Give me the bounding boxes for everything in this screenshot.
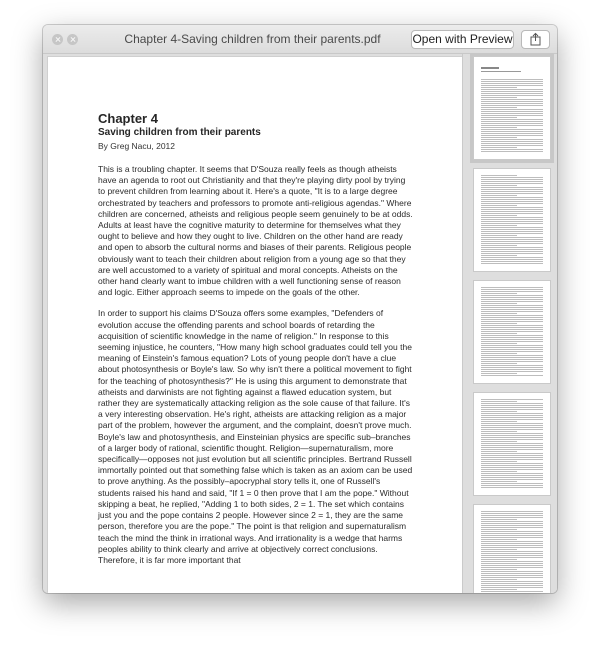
window-title: Chapter 4-Saving children from their parents.pdf (124, 32, 381, 46)
thumbnail-text-line (481, 263, 543, 264)
byline: By Greg Nacu, 2012 (98, 141, 176, 151)
share-icon (522, 31, 549, 48)
thumbnail-text-line (481, 203, 543, 204)
thumbnail-text-line (481, 445, 543, 446)
thumbnail-text-line (481, 117, 517, 118)
thumbnail-text-line (481, 187, 543, 188)
thumbnail-text-line (481, 355, 543, 356)
thumbnail-text-line (481, 315, 543, 316)
thumbnail-text-line (481, 219, 543, 220)
thumbnail-text-line (481, 193, 543, 194)
thumbnail-text-line (481, 147, 517, 148)
thumbnail-text-line (481, 457, 543, 458)
thumbnail-text-line (481, 141, 543, 142)
share-button[interactable] (521, 30, 550, 49)
thumbnail-text-line (481, 455, 543, 456)
thumbnail-text-line (481, 365, 543, 366)
thumbnail-text-line (481, 437, 543, 438)
thumbnail-text-line (481, 217, 543, 218)
thumbnail-text-line (481, 297, 543, 298)
thumbnail-text-line (481, 413, 543, 414)
pdf-page[interactable] (47, 56, 463, 593)
thumbnail-text-line (481, 179, 543, 180)
thumbnail-text-line (481, 541, 543, 542)
thumbnail-text-line (481, 425, 543, 426)
thumbnail-text-line (481, 477, 543, 478)
thumbnail-text-line (481, 557, 543, 558)
thumbnail-text-line (481, 231, 543, 232)
thumbnail-text-line (481, 475, 543, 476)
thumbnail-sidebar[interactable] (462, 54, 557, 593)
thumbnail-text-line (481, 237, 543, 238)
thumbnail-text-line (481, 227, 543, 228)
thumbnail-text-line (481, 91, 543, 92)
paragraph: In order to support his claims D'Souza offers some examples, "Defenders of evolution accuse the offending parents and school boards of retarding the acquisition of scientific knowledge in the name of religion." In response to this seeming injustice, he counters, "How many high school graduates could tell you the meaning of Einstein's famous equation? Lots of young people don't have a clue about photosynthesis or Boyle's law. So why isn't there a political movement to fight for the teaching of photosynthesis?" He is using this argument to demonstrate that atheists and darwinists are not fighting against a flawed education system, but rather they are systematically attacking religion as the sole cause of that failure. It's a very interesting observation. He's right, atheists are attacking religion as a major part of the problem, however the argument, and the complaint, doesn't prove much. Boyle's law and photosynthesis, and Einsteinian physics are specific sub–branches of a larger body of rational, scientific thought. Religion—supernaturalism, more specifically—opposes not just evolution but all scientific principles. Bertrand Russell immortally pointed out that something false which is taken as an axiom can be used to prove anything. As the possibly–apocryphal story tells it, one of Russell's students raised his hand and said, "If 1 = 0 then prove that I am the pope." Without skipping a beat, he replied, "Adding 1 to both sides, 2 = 1. The set which contains just you and the pope contains 2 people. However since 2 = 1, they are the same person, therefore you are the pope." The point is that religion and supernaturalism teach the mind the think in irrational ways. And irrationality is a wedge that harms peoples ability to think clearly and arrive at objectively correct conclusions. Therefore, it is far more important that (98, 308, 413, 565)
thumbnail-text-line (481, 399, 543, 400)
thumbnail-text-line (481, 81, 543, 82)
thumbnail-text-line (481, 235, 517, 236)
thumbnail-text-line (481, 139, 543, 140)
thumbnail-text-line (481, 441, 517, 442)
thumbnail-text-line (481, 111, 543, 112)
thumbnail-text-line (481, 467, 543, 468)
thumbnail-text-line (481, 319, 543, 320)
thumbnail-text-line (481, 289, 543, 290)
thumbnail-text-line (481, 543, 543, 544)
thumbnail-text-line (481, 329, 543, 330)
thumbnail-text-line (481, 115, 543, 116)
thumbnail-text-line (481, 307, 543, 308)
thumbnail-text-line (481, 221, 543, 222)
thumbnail-text-line (481, 403, 543, 404)
thumbnail-text-line (481, 351, 543, 352)
thumbnail-text-line (481, 421, 517, 422)
thumbnail-text-line (481, 291, 543, 292)
thumbnail-text-line (481, 251, 543, 252)
thumbnail-text-line (481, 473, 543, 474)
thumbnail-text-line (481, 135, 543, 136)
thumbnail-text-line (481, 99, 543, 100)
thumbnail-text-line (481, 333, 517, 334)
thumbnail-text-line (481, 533, 543, 534)
thumbnail-text-line (481, 301, 543, 302)
thumbnail-text-line (481, 183, 543, 184)
paragraph: This is a troubling chapter. It seems that D'Souza really feels as though atheists have an agenda to root out Christianity and that they're playing dirty pool by trying to prevent children from learning about it. Here's a quote, "It is to a large degree orchestrated by teachers and professors to promote anti-religious agendas." Where children are concerned, atheists and religious people seem genuinely to be at odds. Adults at least have the cognitive maturity to determine for themselves what they ought to believe and how they ought to live. Children on the other hand are ready and open to absorb the cultural norms and biases of their parents. Religious people obviously want to teach their children about religion from a young age so that they are well accustomed to a variety of spiritual and moral concepts. Atheists on the other hand clearly want to imbue children with a well functioning sense of reason and logic. Either approach seems to impede on the goals of the other. (98, 164, 413, 298)
thumbnail-text-line (481, 375, 543, 376)
thumbnail-text-line (481, 401, 517, 402)
thumbnail-text-line (481, 483, 543, 484)
thumbnail-text-line (481, 373, 517, 374)
thumbnail-text-line (481, 331, 543, 332)
thumbnail-text-line (481, 577, 543, 578)
thumbnail-text-line (481, 471, 517, 472)
thumbnail-text-line (481, 481, 517, 482)
thumbnail-text-line (481, 83, 543, 84)
thumbnail-text-line (481, 371, 543, 372)
thumbnail-text-line (481, 579, 517, 580)
thumbnail-text-line (481, 581, 543, 582)
thumbnail-text-line (481, 149, 543, 150)
thumbnail-text-line (481, 89, 543, 90)
thumbnail-text-line (481, 511, 543, 512)
thumbnail-text-line (481, 529, 517, 530)
page-thumbnail-3[interactable] (473, 280, 551, 384)
thumbnail-text-line (481, 449, 543, 450)
thumbnail-text-line (481, 205, 517, 206)
thumbnail-text-line (481, 185, 517, 186)
thumbnail-text-line (481, 559, 517, 560)
thumbnail-text-line (481, 527, 543, 528)
thumbnail-text-line (481, 411, 517, 412)
thumbnail-text-line (481, 433, 543, 434)
thumbnail-text-line (481, 409, 543, 410)
thumbnail-text-line (481, 103, 543, 104)
thumbnail-text-line (481, 459, 543, 460)
thumbnail-text-line (481, 119, 543, 120)
thumbnail-text-line (481, 517, 543, 518)
thumbnail-text-line (481, 407, 543, 408)
thumbnail-text-line (481, 369, 543, 370)
thumbnail-text-line (481, 531, 543, 532)
thumbnail-text-line (481, 583, 543, 584)
thumbnail-text-line (481, 341, 543, 342)
thumbnail-text-line (481, 133, 543, 134)
open-with-preview-button[interactable]: Open with Preview (411, 30, 514, 49)
thumbnail-text-line (481, 361, 543, 362)
thumbnail-text-line (481, 357, 543, 358)
thumbnail-text-line (481, 225, 517, 226)
thumbnail-text-line (481, 299, 543, 300)
thumbnail-text-line (481, 321, 543, 322)
thumbnail-text-line (481, 249, 543, 250)
page-thumbnail-1[interactable] (473, 56, 551, 160)
thumbnail-text-line (481, 339, 543, 340)
thumbnail-text-line (481, 463, 543, 464)
thumbnail-text-line (481, 213, 543, 214)
thumbnail-text-line (481, 181, 543, 182)
thumbnail-text-line (481, 453, 543, 454)
thumbnail-text-line (481, 105, 543, 106)
thumbnail-text-line (481, 305, 543, 306)
thumbnail-text-line (481, 443, 543, 444)
thumbnail-text-line (481, 451, 517, 452)
thumbnail-text-line (481, 479, 543, 480)
thumbnail-text-line (481, 461, 517, 462)
thumbnail-text-line (481, 547, 543, 548)
thumbnail-text-line (481, 345, 543, 346)
thumbnail-text-line (481, 121, 543, 122)
thumbnail-text-line (481, 151, 543, 152)
thumbnail-text-line (481, 211, 543, 212)
thumbnail-text-line (481, 113, 543, 114)
thumbnail-text-line (481, 327, 543, 328)
thumbnail-text-line (481, 535, 543, 536)
thumbnail-text-line (481, 87, 517, 88)
chapter-heading: Chapter 4 (98, 111, 158, 126)
thumbnail-text-line (481, 539, 517, 540)
thumbnail-text-line (481, 367, 543, 368)
thumbnail-text-line (481, 423, 543, 424)
thumbnail-text-line (481, 549, 517, 550)
thumbnail-text-line (481, 313, 517, 314)
thumbnail-text-line (481, 95, 543, 96)
thumbnail-text-line (481, 197, 543, 198)
chapter-subtitle: Saving children from their parents (98, 127, 261, 138)
thumbnail-text-line (481, 257, 543, 258)
thumbnail-text-line (481, 337, 543, 338)
thumbnail-text-line (481, 335, 543, 336)
thumbnail-text-line (481, 553, 543, 554)
title-bar (43, 25, 557, 54)
document-area (43, 54, 557, 593)
thumbnail-text-line (481, 435, 543, 436)
thumbnail-text-line (481, 469, 543, 470)
thumbnail-text-line (481, 325, 543, 326)
thumbnail-text-line (481, 347, 543, 348)
thumbnail-text-line (481, 311, 543, 312)
thumbnail-text-line (481, 85, 543, 86)
thumbnail-text-line (481, 587, 543, 588)
thumbnail-text-line (481, 537, 543, 538)
thumbnail-text-line (481, 515, 543, 516)
thumbnail-text-line (481, 207, 543, 208)
thumbnail-text-line (481, 521, 543, 522)
thumbnail-text-line (481, 563, 543, 564)
thumbnail-text-line (481, 209, 543, 210)
thumbnail-text-line (481, 201, 543, 202)
thumbnail-text-line (481, 175, 517, 176)
thumbnail-text-line (481, 323, 517, 324)
thumbnail-text-line (481, 431, 517, 432)
thumbnail-text-line (481, 585, 543, 586)
thumbnail-text-line (481, 143, 543, 144)
thumbnail-text-line (481, 259, 543, 260)
thumbnail-text-line (481, 343, 517, 344)
thumbnail-text-line (481, 295, 543, 296)
thumbnail-text-line (481, 589, 517, 590)
thumbnail-text-line (481, 519, 517, 520)
thumbnail-text-line (481, 79, 543, 80)
thumbnail-text-line (481, 101, 543, 102)
thumbnail-subtitle-line (481, 71, 521, 72)
thumbnail-text-line (481, 243, 543, 244)
thumbnail-text-line (481, 229, 543, 230)
thumbnail-text-line (481, 239, 543, 240)
page-thumbnail-2[interactable] (473, 168, 551, 272)
thumbnail-text-line (481, 293, 517, 294)
page-thumbnail-5[interactable] (473, 504, 551, 593)
thumbnail-text-line (481, 245, 517, 246)
thumbnail-text-line (481, 349, 543, 350)
thumbnail-text-line (481, 429, 543, 430)
thumbnail-text-line (481, 555, 543, 556)
thumbnail-text-line (481, 487, 543, 488)
thumbnail-text-line (481, 189, 543, 190)
thumbnail-text-line (481, 93, 543, 94)
thumbnail-text-line (481, 419, 543, 420)
thumbnail-text-line (481, 571, 543, 572)
thumbnail-text-line (481, 123, 543, 124)
thumbnail-text-line (481, 199, 543, 200)
thumbnail-text-line (481, 415, 543, 416)
thumbnail-text-line (481, 191, 543, 192)
thumbnail-text-line (481, 417, 543, 418)
quicklook-window (43, 25, 557, 593)
thumbnail-text-line (481, 353, 517, 354)
thumbnail-text-line (481, 223, 543, 224)
thumbnail-text-line (481, 513, 543, 514)
thumbnail-text-line (481, 97, 517, 98)
thumbnail-text-line (481, 177, 543, 178)
thumbnail-text-line (481, 195, 517, 196)
thumbnail-text-line (481, 309, 543, 310)
thumbnail-text-line (481, 447, 543, 448)
thumbnail-text-line (481, 575, 543, 576)
thumbnail-text-line (481, 261, 543, 262)
thumbnail-text-line (481, 569, 517, 570)
thumbnail-text-line (481, 233, 543, 234)
thumbnail-text-line (481, 523, 543, 524)
thumbnail-heading-line (481, 67, 499, 69)
thumbnail-text-line (481, 573, 543, 574)
thumbnail-text-line (481, 405, 543, 406)
page-thumbnail-4[interactable] (473, 392, 551, 496)
thumbnail-text-line (481, 125, 543, 126)
thumbnail-text-line (481, 465, 543, 466)
thumbnail-text-line (481, 591, 543, 592)
thumbnail-text-line (481, 427, 543, 428)
thumbnail-text-line (481, 109, 543, 110)
thumbnail-text-line (481, 241, 543, 242)
thumbnail-text-line (481, 551, 543, 552)
thumbnail-text-line (481, 137, 517, 138)
page-text (98, 111, 414, 576)
thumbnail-text-line (481, 131, 543, 132)
thumbnail-text-line (481, 247, 543, 248)
thumbnail-text-line (481, 567, 543, 568)
thumbnail-text-line (481, 485, 543, 486)
thumbnail-text-line (481, 129, 543, 130)
thumbnail-text-line (481, 303, 517, 304)
thumbnail-text-line (481, 317, 543, 318)
thumbnail-text-line (481, 363, 517, 364)
thumbnail-text-line (481, 107, 517, 108)
thumbnail-text-line (481, 439, 543, 440)
thumbnail-text-line (481, 565, 543, 566)
thumbnail-text-line (481, 561, 543, 562)
thumbnail-text-line (481, 253, 543, 254)
thumbnail-text-line (481, 255, 517, 256)
thumbnail-text-line (481, 525, 543, 526)
thumbnail-text-line (481, 287, 543, 288)
thumbnail-text-line (481, 545, 543, 546)
thumbnail-text-line (481, 127, 517, 128)
thumbnail-text-line (481, 215, 517, 216)
thumbnail-text-line (481, 359, 543, 360)
thumbnail-text-line (481, 145, 543, 146)
